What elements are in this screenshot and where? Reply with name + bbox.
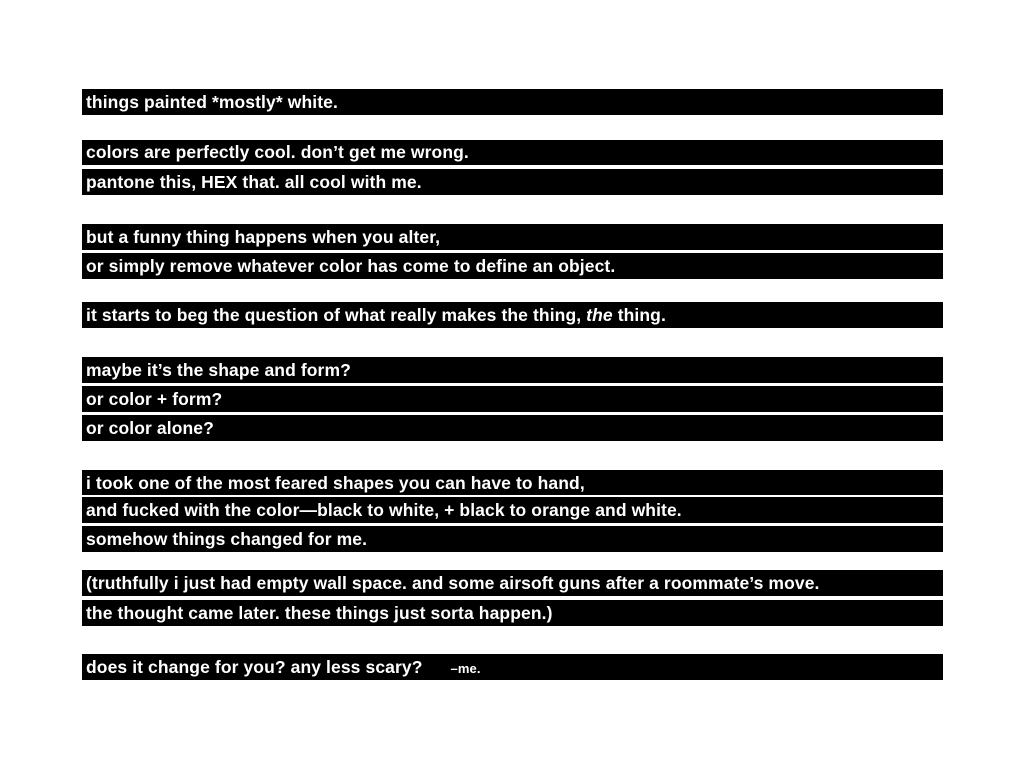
text-line [82,140,943,165]
line-text: maybe it’s the shape and form? [86,360,351,380]
text-line [82,600,943,626]
line-text-emphasis: the [586,305,613,325]
line-text: or color alone? [86,418,214,438]
text-line [82,415,943,441]
text-line [82,302,943,328]
text-line [82,497,943,523]
line-text: or simply remove whatever color has come to define an object. [86,256,616,276]
text-line [82,89,943,115]
line-text: and fucked with the color—black to white, + black to orange and white. [86,500,682,520]
line-text: pantone this, HEX that. all cool with me. [86,172,422,192]
line-text: i took one of the most feared shapes you can have to hand, [86,473,585,493]
line-text: colors are perfectly cool. don’t get me wrong. [86,142,469,162]
text-line [82,224,943,250]
text-line [82,570,943,596]
line-text-after: thing. [612,305,666,325]
line-text: (truthfully i just had empty wall space. and some airsoft guns after a roommate’s move. [86,573,820,593]
text-line [82,169,943,195]
text-line [82,357,943,383]
line-text: things painted *mostly* white. [86,92,338,112]
text-line [82,654,943,680]
line-text: but a funny thing happens when you alter, [86,227,441,247]
line-text: somehow things changed for me. [86,529,368,549]
signature: –me. [450,661,481,676]
line-text: the thought came later. these things just sorta happen.) [86,603,553,623]
line-text: or color + form? [86,389,223,409]
line-text: does it change for you? any less scary? [86,657,423,677]
line-text-before: it starts to beg the question of what really makes the thing, [86,305,587,325]
text-line [82,386,943,412]
text-line [82,253,943,279]
text-line [82,526,943,552]
text-line [82,470,943,495]
